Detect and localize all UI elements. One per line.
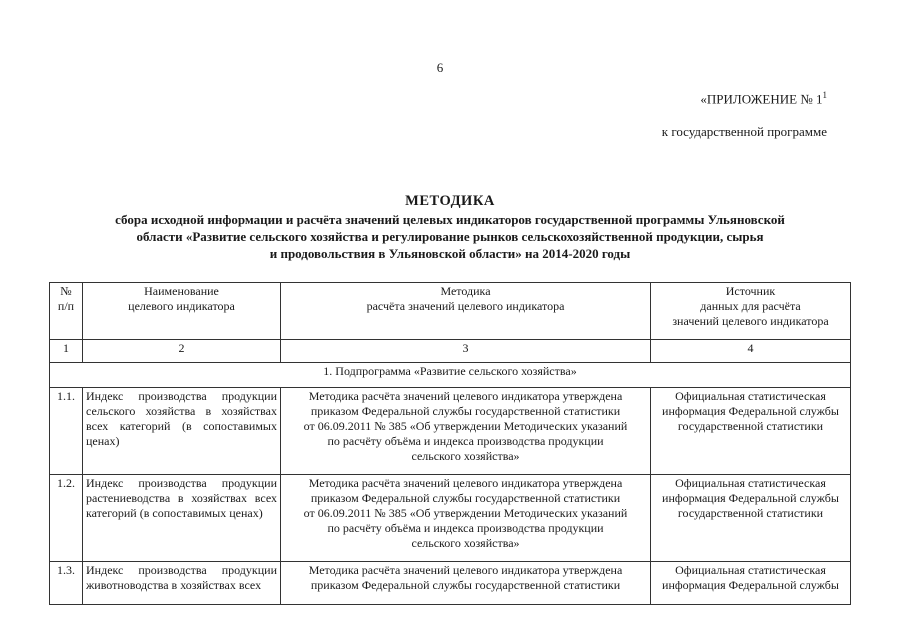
source-line: государственной статистики [677, 506, 824, 520]
header-line: значений целевого индикатора [672, 314, 829, 328]
row-number: 1.3. [50, 562, 83, 605]
source-line: государственной статистики [677, 419, 824, 433]
method-line: по расчёту объёма и индекса производства продукции [327, 521, 604, 535]
section-title: 1. Подпрограмма «Развитие сельского хозяйства» [50, 363, 851, 388]
indicator-method [281, 562, 651, 605]
column-numbers-row [50, 340, 851, 363]
method-line: от 06.09.2011 № 385 «Об утверждении Методических указаний [303, 506, 628, 520]
indicator-source [651, 388, 851, 475]
table-row [50, 388, 851, 475]
header-line: расчёта значений целевого индикатора [366, 299, 565, 313]
method-line: Методика расчёта значений целевого индикатора утверждена [308, 389, 623, 403]
indicator-method [281, 475, 651, 562]
table-row [50, 475, 851, 562]
subtitle-line: и продовольствия в Ульяновской области» на 2014-2020 годы [269, 246, 631, 261]
indicator-source [651, 475, 851, 562]
appendix-superscript: 1 [822, 90, 827, 100]
indicator-name: Индекс производства продукции растениеводства в хозяйствах всех категорий (в сопоставимых ценах) [83, 475, 281, 562]
method-line: сельского хозяйства» [411, 449, 520, 463]
source-line: Официальная статистическая [675, 563, 826, 577]
section-row [50, 363, 851, 388]
column-number: 3 [281, 340, 651, 363]
header-line: № [60, 284, 72, 298]
header-source [651, 283, 851, 340]
table-header-row [50, 283, 851, 340]
indicator-method [281, 388, 651, 475]
page-number: 6 [436, 60, 444, 75]
source-line: информация Федеральной службы [662, 404, 839, 418]
header-line: Методика [440, 284, 491, 298]
column-number: 1 [50, 340, 83, 363]
header-line: Источник [725, 284, 776, 298]
source-line: информация Федеральной службы [662, 491, 839, 505]
method-line: сельского хозяйства» [411, 536, 520, 550]
method-line: Методика расчёта значений целевого индикатора утверждена [308, 476, 623, 490]
method-line: приказом Федеральной службы государственной статистики [310, 404, 621, 418]
appendix-subtitle: к государственной программе [661, 124, 827, 139]
method-line: от 06.09.2011 № 385 «Об утверждении Методических указаний [303, 419, 628, 433]
appendix-title [700, 90, 827, 107]
header-method [281, 283, 651, 340]
source-line: Официальная статистическая [675, 476, 826, 490]
column-number: 2 [83, 340, 281, 363]
row-number: 1.2. [50, 475, 83, 562]
subtitle-line: сбора исходной информации и расчёта значений целевых индикаторов государственной программы Ульяновской [115, 212, 785, 227]
header-num [50, 283, 83, 340]
method-line: по расчёту объёма и индекса производства продукции [327, 434, 604, 448]
header-line: Наименование [144, 284, 219, 298]
method-line: приказом Федеральной службы государственной статистики [310, 491, 621, 505]
document-subtitle [40, 211, 860, 262]
document-title: МЕТОДИКА [405, 193, 495, 209]
column-number: 4 [651, 340, 851, 363]
source-line: информация Федеральной службы [662, 578, 839, 592]
method-line: Методика расчёта значений целевого индикатора утверждена [308, 563, 623, 577]
appendix-title-text: «ПРИЛОЖЕНИЕ № 1 [700, 91, 823, 107]
method-line: приказом Федеральной службы государственной статистики [310, 578, 621, 592]
row-number: 1.1. [50, 388, 83, 475]
source-line: Официальная статистическая [675, 389, 826, 403]
header-line: целевого индикатора [128, 299, 235, 313]
indicators-table [49, 282, 851, 605]
header-line: п/п [57, 299, 75, 313]
indicator-name: Индекс производства продукции сельского хозяйства в хозяйствах всех категорий (в сопоставимых ценах) [83, 388, 281, 475]
subtitle-line: области «Развитие сельского хозяйства и регулирование рынков сельскохозяйственной продукции, сырья [136, 229, 764, 244]
header-name [83, 283, 281, 340]
indicator-name: Индекс производства продукции животноводства в хозяйствах всех [83, 562, 281, 605]
header-line: данных для расчёта [700, 299, 801, 313]
indicator-source [651, 562, 851, 605]
table-row [50, 562, 851, 605]
